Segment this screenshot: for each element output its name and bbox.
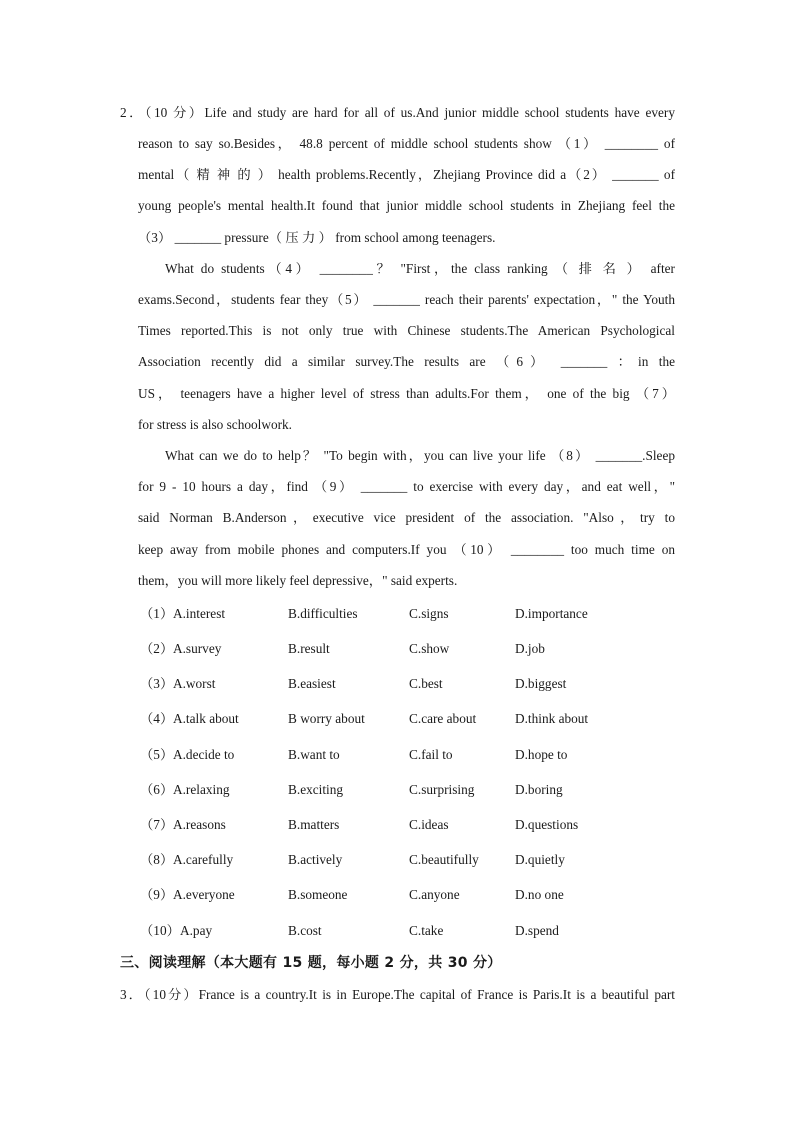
option-d[interactable]: D.hope to (515, 747, 568, 762)
option-a[interactable]: A.worst (173, 676, 216, 691)
option-number: （10） (140, 923, 180, 938)
option-number: （4） (140, 711, 174, 726)
option-c[interactable]: C.ideas (409, 817, 449, 832)
passage-line: for 9 - 10 hours a day，find （9） _______ to exercise with every day，and eat well，" (138, 479, 675, 494)
passage-line: them，you will more likely feel depressive，" said experts. (138, 573, 458, 588)
option-d[interactable]: D.spend (515, 923, 559, 938)
section-heading: 三、阅读理解（本大题有 15 题，每小题 2 分，共 30 分） (120, 955, 502, 971)
passage-line: said Norman B.Anderson，executive vice president of the association. "Also，try to (138, 510, 675, 525)
option-number: （1） (140, 606, 174, 621)
option-b[interactable]: B.matters (288, 817, 340, 832)
option-a[interactable]: A.survey (173, 641, 222, 656)
option-d[interactable]: D.no one (515, 887, 564, 902)
option-a[interactable]: A.talk about (173, 711, 239, 726)
option-a[interactable]: A.carefully (173, 852, 234, 867)
passage-line: young people's mental health.It found that junior middle school students in Zhejiang feel the (138, 198, 675, 213)
option-b[interactable]: B.actively (288, 852, 343, 867)
option-b[interactable]: B worry about (288, 711, 365, 726)
passage-line: 2．（10 分）Life and study are hard for all of us.And junior middle school students have every (120, 105, 675, 120)
option-d[interactable]: D.boring (515, 782, 563, 797)
passage-line: mental（ 精 神 的 ） health problems.Recently，Zhejiang Province did a（2） _______ of (138, 167, 675, 182)
option-b[interactable]: B.want to (288, 747, 340, 762)
option-c[interactable]: C.anyone (409, 887, 460, 902)
option-b[interactable]: B.easiest (288, 676, 336, 691)
option-b[interactable]: B.cost (288, 923, 322, 938)
option-d[interactable]: D.quietly (515, 852, 565, 867)
option-a[interactable]: A.reasons (173, 817, 226, 832)
option-a[interactable]: A.interest (173, 606, 226, 621)
passage-line: Times reported.This is not only true with Chinese students.The American Psychological (138, 323, 675, 338)
passage-line: What can we do to help？ "To begin with，you can live your life （8） _______.Sleep (165, 448, 675, 463)
option-number: （5） (140, 747, 174, 762)
passage-line: reason to say so.Besides， 48.8 percent of middle school students show （1） ________ of (138, 136, 675, 151)
option-a[interactable]: A.decide to (173, 747, 235, 762)
option-b[interactable]: B.result (288, 641, 330, 656)
option-c[interactable]: C.beautifully (409, 852, 479, 867)
passage-line: for stress is also schoolwork. (138, 417, 293, 432)
option-c[interactable]: C.signs (409, 606, 449, 621)
option-number: （6） (140, 782, 174, 797)
option-d[interactable]: D.questions (515, 817, 579, 832)
option-number: （8） (140, 852, 174, 867)
passage-line: Association recently did a similar survey.The results are （6） _______ ：in the (138, 354, 675, 369)
option-c[interactable]: C.take (409, 923, 444, 938)
option-number: （2） (140, 641, 174, 656)
option-d[interactable]: D.job (515, 641, 545, 656)
option-number: （9） (140, 887, 174, 902)
option-a[interactable]: A.pay (180, 923, 213, 938)
option-b[interactable]: B.someone (288, 887, 348, 902)
passage-line: exams.Second，students fear they（5） _______ reach their parents' expectation，" the Youth (138, 292, 675, 307)
option-a[interactable]: A.relaxing (173, 782, 230, 797)
passage-line: US， teenagers have a higher level of stress than adults.For them， one of the big （7） (138, 386, 675, 401)
option-d[interactable]: D.importance (515, 606, 588, 621)
option-d[interactable]: D.biggest (515, 676, 567, 691)
passage-line: 3．（10分）France is a country.It is in Europe.The capital of France is Paris.It is a beautiful part (120, 987, 675, 1002)
option-c[interactable]: C.best (409, 676, 443, 691)
option-c[interactable]: C.fail to (409, 747, 453, 762)
option-c[interactable]: C.show (409, 641, 450, 656)
passage-line: What do students（4） ________？ "First，the class ranking （ 排 名 ） after (165, 261, 675, 276)
option-c[interactable]: C.surprising (409, 782, 475, 797)
passage-line: （3） _______ pressure（ 压 力 ） from school among teenagers. (138, 230, 496, 245)
option-b[interactable]: B.exciting (288, 782, 344, 797)
option-number: （7） (140, 817, 174, 832)
option-c[interactable]: C.care about (409, 711, 477, 726)
option-d[interactable]: D.think about (515, 711, 589, 726)
passage-line: keep away from mobile phones and computers.If you （10） ________ too much time on (138, 542, 675, 557)
option-a[interactable]: A.everyone (173, 887, 235, 902)
option-b[interactable]: B.difficulties (288, 606, 358, 621)
option-number: （3） (140, 676, 174, 691)
